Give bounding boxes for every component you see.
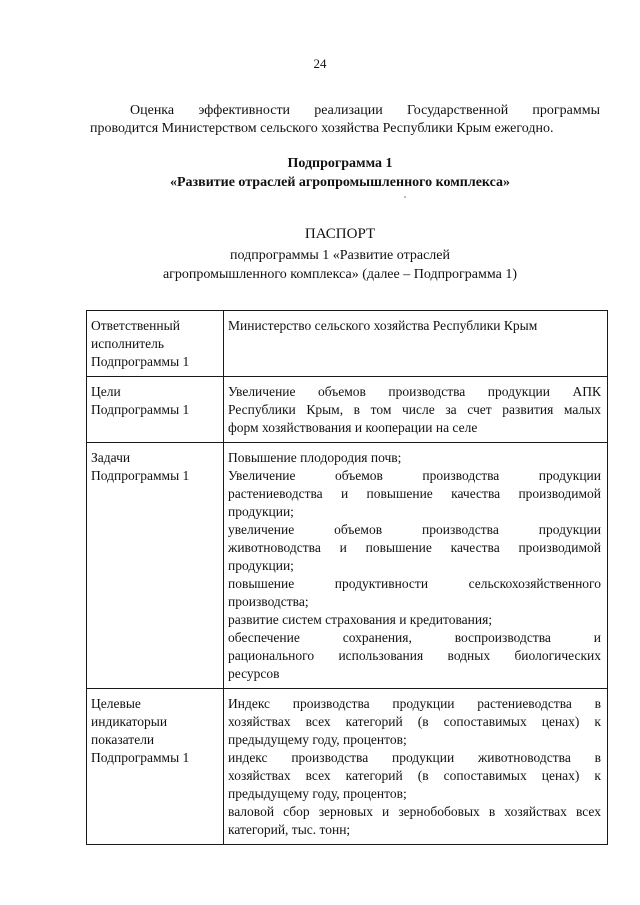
scan-speck [404, 196, 406, 198]
intro-line-1: Оценка эффективности реализации Государственной программы [130, 103, 600, 118]
row-content-line: хозяйствах всех категорий (в сопоставимых ценах) к [228, 768, 601, 783]
intro-paragraph [90, 102, 600, 138]
row-label-line: Подпрограммы 1 [91, 402, 190, 417]
row-content-line: Увеличение объемов производства продукции [228, 468, 601, 483]
row-content-line: увеличение объемов производства продукции [228, 522, 601, 537]
row-label-line: показатели [91, 732, 155, 747]
row-label-line: индикаторы [91, 714, 160, 729]
row-content-line: Министерство сельского хозяйства Республики Крым [228, 318, 538, 333]
table-row [87, 689, 608, 845]
passport-title: ПАСПОРТ [304, 226, 376, 242]
passport-heading [0, 225, 640, 284]
row-content-line: Увеличение объемов производства продукции АПК [228, 384, 601, 399]
page-number: 24 [313, 56, 327, 71]
row-content [228, 317, 603, 335]
row-content-line: растениеводства и повышение качества производимой [228, 486, 601, 501]
row-content-cell [224, 311, 608, 377]
row-content [228, 383, 603, 437]
row-content [228, 449, 603, 683]
row-content-line: развитие систем страхования и кредитования; [228, 612, 493, 627]
table-row [87, 443, 608, 689]
row-content-line: продукции; [228, 558, 294, 573]
row-label-cell [87, 311, 224, 377]
row-content-line: Повышение плодородия почв; [228, 450, 402, 465]
row-label-line: и [159, 714, 168, 729]
table-row [87, 311, 608, 377]
row-label-line: Подпрограммы 1 [91, 354, 190, 369]
row-content-line: продукции; [228, 504, 294, 519]
row-content-line: обеспечение сохранения, воспроизводства и [228, 630, 601, 645]
row-label-line: Подпрограммы 1 [91, 750, 190, 765]
row-label-cell [87, 689, 224, 845]
subprogram-heading-line-1: Подпрограмма 1 [287, 156, 393, 171]
row-content-line: повышение продуктивности сельскохозяйственного [228, 576, 601, 591]
intro-line-2: проводится Министерством сельского хозяйства Республики Крым ежегодно. [90, 121, 554, 136]
row-content-cell [224, 377, 608, 443]
table-row [87, 377, 608, 443]
row-content-line: индекс производства продукции животноводства в [228, 750, 601, 765]
subprogram-heading [0, 154, 640, 192]
row-content-cell [224, 689, 608, 845]
row-content-line: ресурсов [228, 666, 280, 681]
row-content-line: предыдущему году, процентов; [228, 786, 407, 801]
row-label-line: исполнитель [91, 336, 164, 351]
subprogram-heading-line-2: «Развитие отраслей агропромышленного комплекса» [169, 175, 511, 190]
row-label-cell [87, 443, 224, 689]
row-content-line: Республики Крым, в том числе за счет развития малых [228, 402, 601, 417]
row-content-line: животноводства и повышение качества производимой [228, 540, 601, 555]
row-label-line: Задачи [91, 450, 131, 465]
row-content-cell [224, 443, 608, 689]
row-label-line: Цели [91, 384, 121, 399]
passport-table-body [87, 311, 608, 845]
row-content-line: Индекс производства продукции растениеводства в [228, 696, 601, 711]
row-content-line: производства; [228, 594, 309, 609]
row-label-split-line [91, 713, 219, 731]
row-content-line: предыдущему году, процентов; [228, 732, 407, 747]
passport-table [86, 310, 608, 845]
row-content-line: форм хозяйствования и кооперации на селе [228, 420, 478, 435]
row-content-line: категорий, тыс. тонн; [228, 822, 351, 837]
passport-subtitle-line-2: агропромышленного комплекса» (далее – Подпрограмма 1) [162, 267, 518, 282]
row-label-line: Целевые [91, 696, 141, 711]
row-label-line: Ответственный [91, 318, 180, 333]
row-content-line: хозяйствах всех категорий (в сопоставимых ценах) к [228, 714, 601, 729]
row-content [228, 695, 603, 839]
passport-subtitle-line-1: подпрограммы 1 «Развитие отраслей [230, 248, 450, 263]
row-content-line: валовой сбор зерновых и зернобобовых в хозяйствах всех [228, 804, 601, 819]
row-label-cell [87, 377, 224, 443]
row-content-line: рационального использования водных биологических [228, 648, 601, 663]
row-label-line: Подпрограммы 1 [91, 468, 190, 483]
